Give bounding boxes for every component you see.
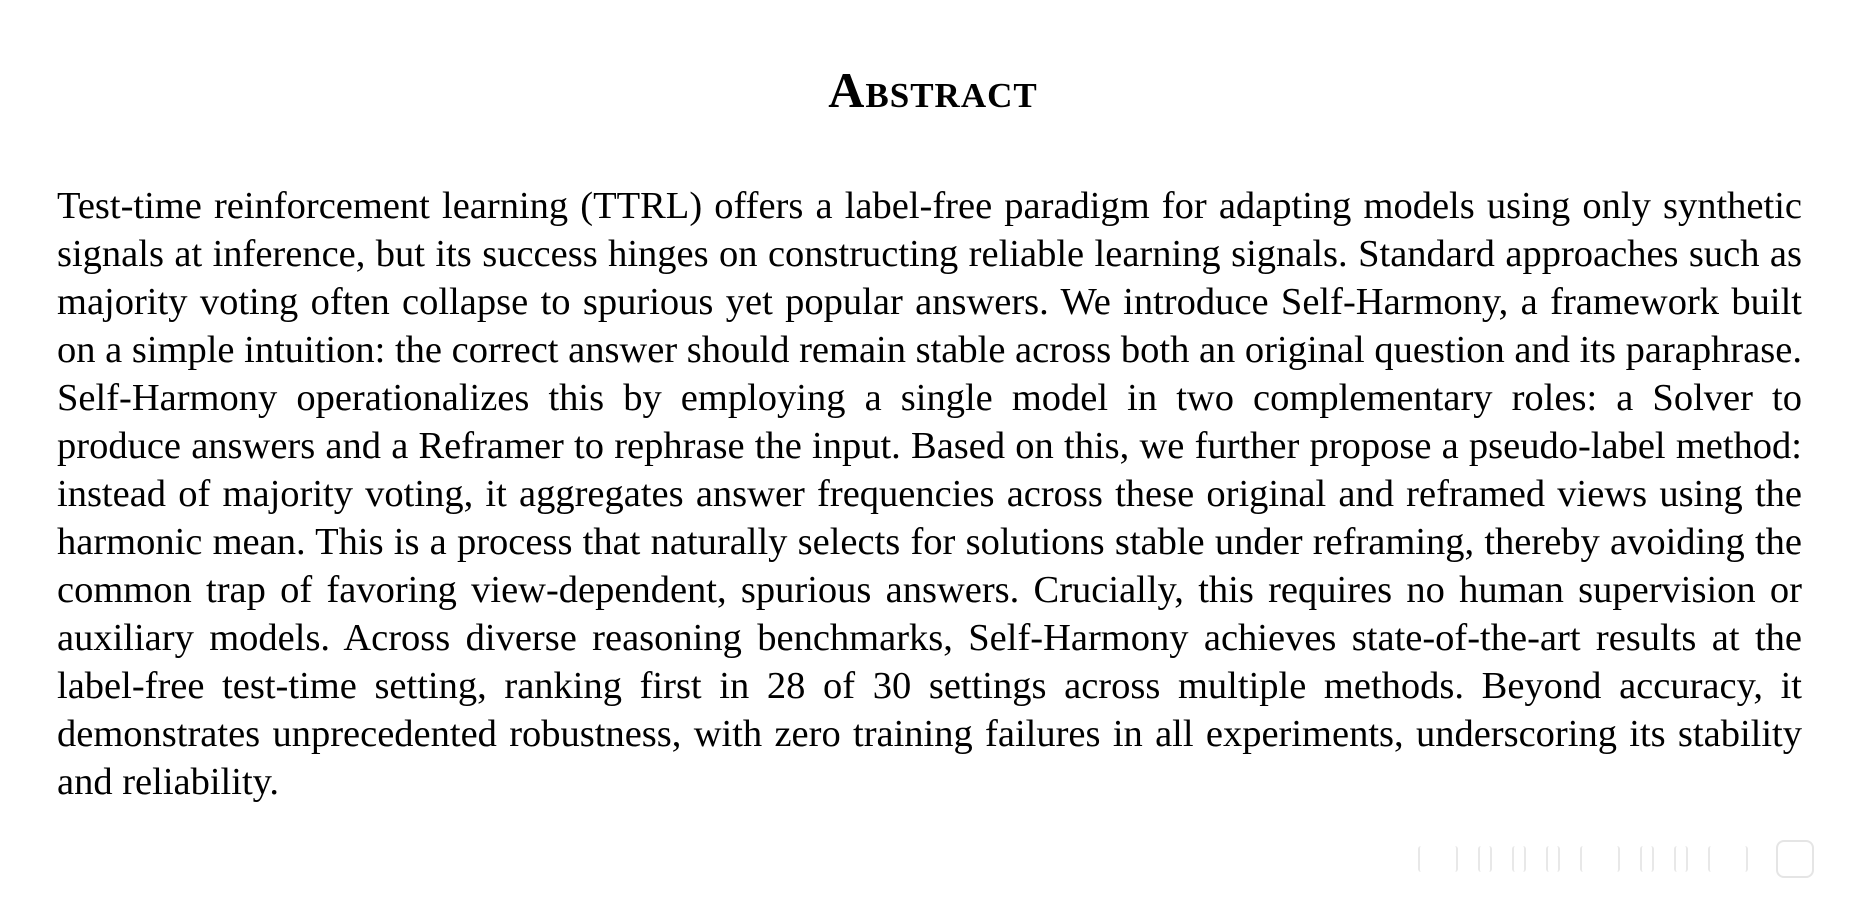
watermark-icon — [1418, 838, 1848, 880]
abstract-heading: Abstract — [828, 62, 1038, 118]
abstract-paragraph: Test-time reinforcement learning (TTRL) offers a label-free paradigm for adapting models using only synthetic signals at inference, but its success hinges on constructing reliable learning signals. Standard approaches such as majority voting often collapse to spurious yet popular answers. We introduce Self-Harmony, a framework built on a simple intuition: the correct answer should remain stable across both an original question and its paraphrase. Self-Harmony operationalizes this by employing a single model in two complementary roles: a Solver to produce answers and a Reframer to rephrase the input. Based on this, we further propose a pseudo-label method: instead of majority voting, it aggregates answer frequencies across these original and reframed views using the harmonic mean. This is a process that naturally selects for solutions stable under reframing, thereby avoiding the common trap of favoring view-dependent, spurious answers. Crucially, this requires no human supervision or auxiliary models. Across diverse reasoning benchmarks, Self-Harmony achieves state-of-the-art results at the label-free test-time setting, ranking first in 28 of 30 settings across multiple methods. Beyond accuracy, it demonstrates unprecedented robustness, with zero training failures in all experiments, underscoring its stability and reliability. — [57, 185, 1802, 803]
